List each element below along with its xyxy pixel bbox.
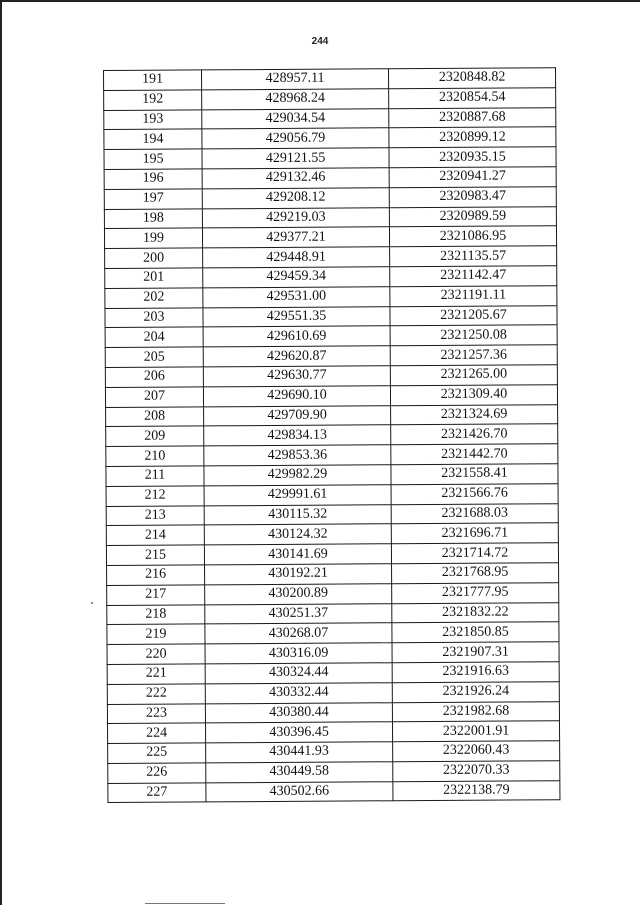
y-coordinate-cell: 2320887.68 [389, 107, 556, 128]
point-number-cell: 217 [107, 585, 205, 605]
x-coordinate-cell: 429690.10 [203, 386, 390, 407]
x-coordinate-cell: 430441.93 [206, 742, 393, 763]
table-row [105, 246, 557, 269]
point-number-cell: 210 [106, 446, 204, 466]
y-coordinate-cell: 2321086.95 [389, 226, 556, 247]
point-number-cell: 219 [107, 624, 205, 644]
point-number-cell: 193 [104, 109, 202, 129]
x-coordinate-cell: 429834.13 [204, 425, 391, 446]
y-coordinate-cell: 2322138.79 [393, 780, 560, 801]
y-coordinate-cell: 2320989.59 [389, 206, 556, 227]
y-coordinate-cell: 2321257.36 [390, 345, 557, 366]
point-number-cell: 204 [105, 327, 203, 347]
x-coordinate-cell: 429208.12 [202, 188, 389, 209]
y-coordinate-cell: 2321714.72 [391, 543, 558, 564]
table-row [107, 582, 559, 605]
x-coordinate-cell: 429551.35 [203, 306, 390, 327]
y-coordinate-cell: 2321442.70 [391, 444, 558, 465]
y-coordinate-cell: 2321135.57 [390, 246, 557, 267]
table-row [106, 404, 558, 427]
point-number-cell: 209 [106, 426, 204, 446]
y-coordinate-cell: 2320848.82 [388, 68, 555, 89]
y-coordinate-cell: 2322070.33 [393, 761, 560, 782]
point-number-cell: 220 [107, 644, 205, 664]
table-row [107, 721, 559, 744]
y-coordinate-cell: 2321566.76 [391, 483, 558, 504]
table-row [106, 523, 558, 546]
point-number-cell: 224 [107, 723, 205, 743]
table-row [105, 305, 557, 328]
point-number-cell: 212 [106, 486, 204, 506]
x-coordinate-cell: 429448.91 [203, 247, 390, 268]
table-row [107, 602, 559, 625]
point-number-cell: 206 [105, 367, 203, 387]
y-coordinate-cell: 2322001.91 [392, 721, 559, 742]
point-number-cell: 208 [106, 406, 204, 426]
x-coordinate-cell: 430324.44 [205, 663, 392, 684]
point-number-cell: 221 [107, 664, 205, 684]
table-row [106, 444, 558, 467]
y-coordinate-cell: 2321850.85 [392, 622, 559, 643]
coordinate-table [103, 67, 560, 803]
y-coordinate-cell: 2320854.54 [389, 88, 556, 109]
y-coordinate-cell: 2320941.27 [389, 167, 556, 188]
y-coordinate-cell: 2321777.95 [392, 582, 559, 603]
point-number-cell: 191 [104, 70, 202, 90]
table-row [104, 147, 556, 170]
x-coordinate-cell: 429459.34 [203, 267, 390, 288]
table-row [105, 285, 557, 308]
y-coordinate-cell: 2320899.12 [389, 127, 556, 148]
page-edge-top [0, 0, 640, 2]
y-coordinate-cell: 2321205.67 [390, 305, 557, 326]
table-row [107, 622, 559, 645]
x-coordinate-cell: 430192.21 [205, 564, 392, 585]
x-coordinate-cell: 429219.03 [202, 207, 389, 228]
x-coordinate-cell: 430380.44 [205, 702, 392, 723]
x-coordinate-cell: 430251.37 [205, 603, 392, 624]
y-coordinate-cell: 2321426.70 [391, 424, 558, 445]
x-coordinate-cell: 429121.55 [202, 148, 389, 169]
y-coordinate-cell: 2321688.03 [391, 503, 558, 524]
point-number-cell: 225 [108, 743, 206, 763]
point-number-cell: 194 [104, 129, 202, 149]
point-number-cell: 200 [105, 248, 203, 268]
table-row [104, 68, 556, 91]
table-row [105, 345, 557, 368]
table-row [104, 88, 556, 111]
table-row [105, 266, 557, 289]
table-row [107, 681, 559, 704]
x-coordinate-cell: 430449.58 [206, 762, 393, 783]
point-number-cell: 195 [104, 149, 202, 169]
scan-speck [91, 602, 93, 604]
x-coordinate-cell: 429531.00 [203, 287, 390, 308]
point-number-cell: 202 [105, 288, 203, 308]
x-coordinate-cell: 430332.44 [205, 682, 392, 703]
point-number-cell: 196 [104, 169, 202, 189]
x-coordinate-cell: 430200.89 [205, 583, 392, 604]
x-coordinate-cell: 428957.11 [202, 69, 389, 90]
y-coordinate-cell: 2321324.69 [391, 404, 558, 425]
x-coordinate-cell: 429132.46 [202, 168, 389, 189]
point-number-cell: 226 [108, 763, 206, 783]
table-row [108, 780, 560, 803]
table-row [104, 127, 556, 150]
point-number-cell: 222 [107, 684, 205, 704]
y-coordinate-cell: 2321982.68 [392, 701, 559, 722]
x-coordinate-cell: 430396.45 [205, 722, 392, 743]
table-row [105, 325, 557, 348]
x-coordinate-cell: 430502.66 [206, 781, 393, 802]
point-number-cell: 223 [107, 703, 205, 723]
x-coordinate-cell: 429630.77 [203, 366, 390, 387]
x-coordinate-cell: 428968.24 [202, 89, 389, 110]
table-row [107, 701, 559, 724]
y-coordinate-cell: 2321265.00 [390, 365, 557, 386]
point-number-cell: 227 [108, 783, 206, 803]
table-row [104, 167, 556, 190]
y-coordinate-cell: 2321142.47 [390, 266, 557, 287]
point-number-cell: 205 [105, 347, 203, 367]
scan-bottom-mark [145, 903, 225, 904]
y-coordinate-cell: 2321558.41 [391, 464, 558, 485]
x-coordinate-cell: 429377.21 [202, 227, 389, 248]
y-coordinate-cell: 2321907.31 [392, 642, 559, 663]
y-coordinate-cell: 2320983.47 [389, 187, 556, 208]
point-number-cell: 203 [105, 307, 203, 327]
coordinate-table-container [103, 67, 559, 803]
table-row [107, 563, 559, 586]
y-coordinate-cell: 2322060.43 [393, 741, 560, 762]
point-number-cell: 199 [104, 228, 202, 248]
point-number-cell: 213 [106, 505, 204, 525]
point-number-cell: 215 [106, 545, 204, 565]
table-row [104, 206, 556, 229]
table-row [107, 662, 559, 685]
point-number-cell: 207 [105, 387, 203, 407]
point-number-cell: 211 [106, 466, 204, 486]
table-row [106, 543, 558, 566]
y-coordinate-cell: 2321916.63 [392, 662, 559, 683]
x-coordinate-cell: 429056.79 [202, 128, 389, 149]
x-coordinate-cell: 429620.87 [203, 346, 390, 367]
table-row [106, 503, 558, 526]
x-coordinate-cell: 429709.90 [204, 405, 391, 426]
table-row [104, 226, 556, 249]
table-row [104, 187, 556, 210]
table-row [106, 464, 558, 487]
x-coordinate-cell: 429991.61 [204, 484, 391, 505]
x-coordinate-cell: 430141.69 [204, 544, 391, 565]
x-coordinate-cell: 429034.54 [202, 108, 389, 129]
table-row [108, 761, 560, 784]
coordinate-table-body [104, 68, 560, 803]
y-coordinate-cell: 2321250.08 [390, 325, 557, 346]
point-number-cell: 197 [104, 189, 202, 209]
y-coordinate-cell: 2321191.11 [390, 285, 557, 306]
x-coordinate-cell: 430268.07 [205, 623, 392, 644]
table-row [104, 107, 556, 130]
table-row [105, 365, 557, 388]
y-coordinate-cell: 2321309.40 [390, 384, 557, 405]
point-number-cell: 214 [106, 525, 204, 545]
point-number-cell: 201 [105, 268, 203, 288]
y-coordinate-cell: 2321832.22 [392, 602, 559, 623]
point-number-cell: 218 [107, 604, 205, 624]
x-coordinate-cell: 429610.69 [203, 326, 390, 347]
y-coordinate-cell: 2321926.24 [392, 681, 559, 702]
x-coordinate-cell: 430124.32 [204, 524, 391, 545]
page-edge-left [0, 0, 2, 905]
y-coordinate-cell: 2321768.95 [392, 563, 559, 584]
table-row [107, 642, 559, 665]
point-number-cell: 198 [104, 208, 202, 228]
y-coordinate-cell: 2321696.71 [391, 523, 558, 544]
x-coordinate-cell: 429982.29 [204, 465, 391, 486]
table-row [106, 483, 558, 506]
x-coordinate-cell: 429853.36 [204, 445, 391, 466]
point-number-cell: 192 [104, 90, 202, 110]
point-number-cell: 216 [107, 565, 205, 585]
y-coordinate-cell: 2320935.15 [389, 147, 556, 168]
page-number: 244 [311, 36, 329, 47]
table-row [105, 384, 557, 407]
table-row [108, 741, 560, 764]
table-row [106, 424, 558, 447]
x-coordinate-cell: 430316.09 [205, 643, 392, 664]
x-coordinate-cell: 430115.32 [204, 504, 391, 525]
